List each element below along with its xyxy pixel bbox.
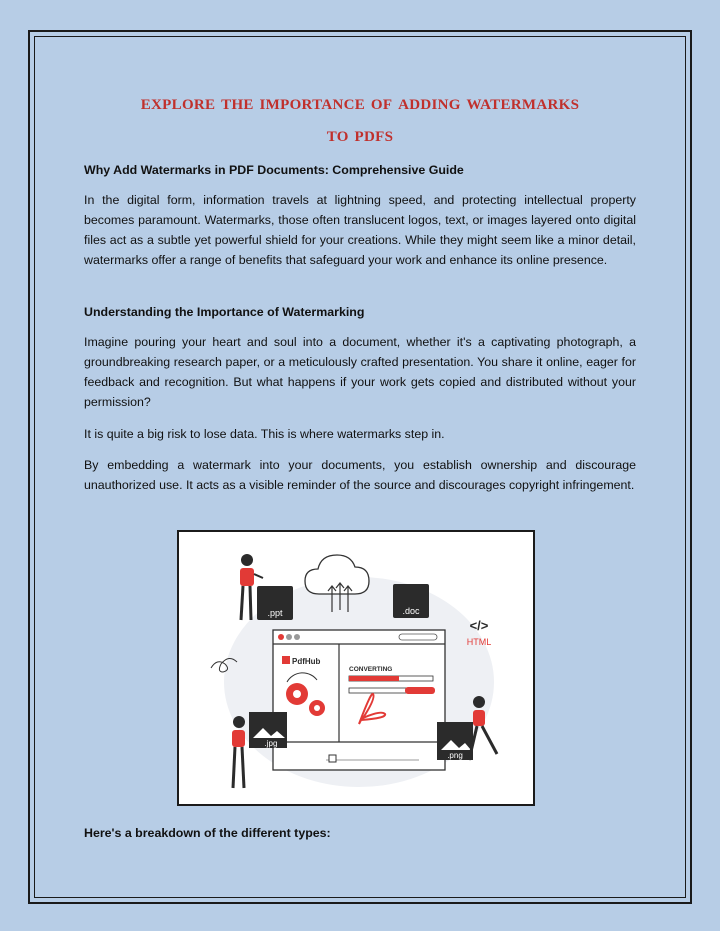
heading-why-watermarks: Why Add Watermarks in PDF Documents: Comprehensive Guide — [84, 163, 464, 177]
window-min-dot — [286, 634, 292, 640]
document-title — [80, 86, 640, 150]
paragraph-embedding: By embedding a watermark into your documents, you establish ownership and discourage unauthorized use. It acts as a visible reminder of the source and discourages copyright infringement. — [84, 458, 636, 492]
window-max-dot — [294, 634, 300, 640]
html-label: HTML — [466, 637, 492, 647]
paragraph-imagine: Imagine pouring your heart and soul into a document, whether it's a captivating photograph, a groundbreaking research paper, or a meticulously crafted presentation. You share it online, eager for feedback and recognition. But what happens if your work gets copied and distributed without your permission? — [84, 335, 636, 409]
ppt-label: .ppt — [267, 608, 283, 618]
illustration-graphic — [179, 532, 533, 804]
conversion-illustration — [177, 530, 535, 806]
title-line-1: explore the importance of adding watermarks — [140, 89, 580, 114]
title-line-2: to pdfs — [326, 121, 394, 146]
paragraph-intro: In the digital form, information travels at lightning speed, and protecting intellectual property becomes paramount. Watermarks, those often translucent logos, text, or images layered onto digital files act as a subtle yet powerful shield for your creations. While they might seem like a minor detail, watermarks offer a range of benefits that safeguard your work and enhance its online presence. — [84, 193, 636, 267]
progress-fill-top — [349, 676, 399, 681]
brand-name: PdfHub — [292, 657, 321, 666]
heading-breakdown: Here's a breakdown of the different types: — [84, 826, 331, 840]
heading-understanding: Understanding the Importance of Watermarking — [84, 305, 365, 319]
window-close-dot — [278, 634, 284, 640]
checkbox-icon — [329, 755, 336, 762]
progress-fill-bottom — [405, 687, 435, 694]
converting-label: CONVERTING — [349, 666, 393, 673]
paragraph-risk: It is quite a big risk to lose data. This is where watermarks step in. — [84, 427, 445, 441]
jpg-label: .jpg — [264, 739, 278, 748]
pdfhub-logo-icon — [282, 656, 290, 664]
code-icon: </> — [469, 618, 489, 633]
png-label: .png — [447, 751, 463, 760]
doc-label: .doc — [402, 606, 420, 616]
